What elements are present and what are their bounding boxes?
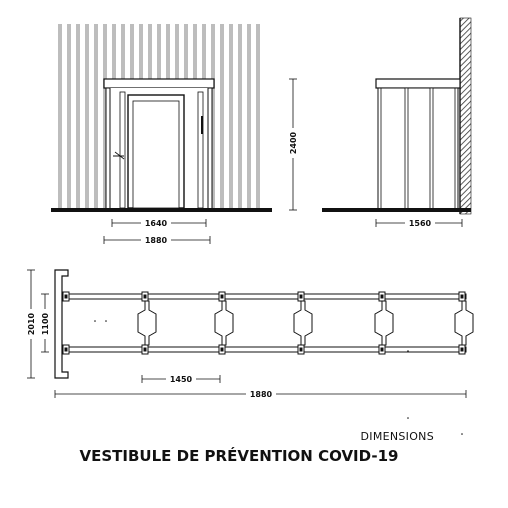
dim-height: 2400	[289, 131, 298, 155]
side-ground-line	[322, 208, 471, 212]
dim-module-length: 1450	[169, 375, 193, 384]
plan-end-bracket	[55, 270, 68, 378]
side-post	[405, 88, 408, 210]
wall-stripe	[238, 24, 242, 208]
dim-plan-depth-inner: 1100	[41, 312, 50, 336]
wall-stripe	[256, 24, 260, 208]
wall-stripe	[94, 24, 98, 208]
front-right-post	[208, 88, 212, 210]
plan-view	[26, 270, 473, 435]
wall-stripe	[76, 24, 80, 208]
plan-link	[215, 301, 233, 345]
dim-depth: 1560	[408, 219, 432, 228]
wall-stripe	[247, 24, 251, 208]
plan-post-dot	[65, 295, 68, 299]
front-inner-left-post	[120, 92, 125, 208]
plan-post-dot	[300, 348, 303, 352]
wall-stripe	[58, 24, 62, 208]
plan-post-dot	[65, 348, 68, 352]
front-canopy	[104, 79, 214, 88]
wall-stripe	[67, 24, 71, 208]
plan-connectors	[63, 292, 473, 354]
plan-top-rail	[66, 294, 466, 299]
dim-plan-depth-outer: 2010	[27, 312, 36, 336]
figure-subtitle: DIMENSIONS	[360, 430, 434, 443]
figure-title: VESTIBULE DE PRÉVENTION COVID-19	[79, 447, 399, 465]
plan-post-dot	[300, 295, 303, 299]
plan-post-dot	[381, 348, 384, 352]
plan-link	[294, 301, 312, 345]
side-post	[430, 88, 433, 210]
wall-stripe	[85, 24, 89, 208]
plan-post-dot	[144, 295, 147, 299]
front-inner-right-post	[198, 92, 203, 208]
side-view	[322, 18, 471, 228]
front-left-post	[106, 88, 110, 210]
hinge-mark	[201, 116, 203, 134]
door-panel	[133, 101, 179, 208]
wall-stripe	[220, 24, 224, 208]
dim-width-inner: 1640	[144, 219, 168, 228]
side-body	[378, 88, 458, 210]
plan-post-dot	[461, 348, 464, 352]
front-ground-line	[51, 208, 272, 212]
plan-link	[138, 301, 156, 345]
plan-post-dot	[461, 295, 464, 299]
wall-stripe	[229, 24, 233, 208]
front-view	[51, 24, 298, 245]
dim-width-outer: 1880	[144, 236, 168, 245]
plan-link	[375, 301, 393, 345]
plan-bottom-rail	[66, 347, 466, 352]
plan-post-dot	[221, 348, 224, 352]
dim-total-length: 1880	[249, 390, 273, 399]
plan-link	[455, 301, 473, 345]
plan-post-dot	[144, 348, 147, 352]
plan-post-dot	[221, 295, 224, 299]
plan-post-dot	[381, 295, 384, 299]
side-canopy	[376, 79, 460, 88]
side-wall-hatch	[460, 18, 471, 214]
